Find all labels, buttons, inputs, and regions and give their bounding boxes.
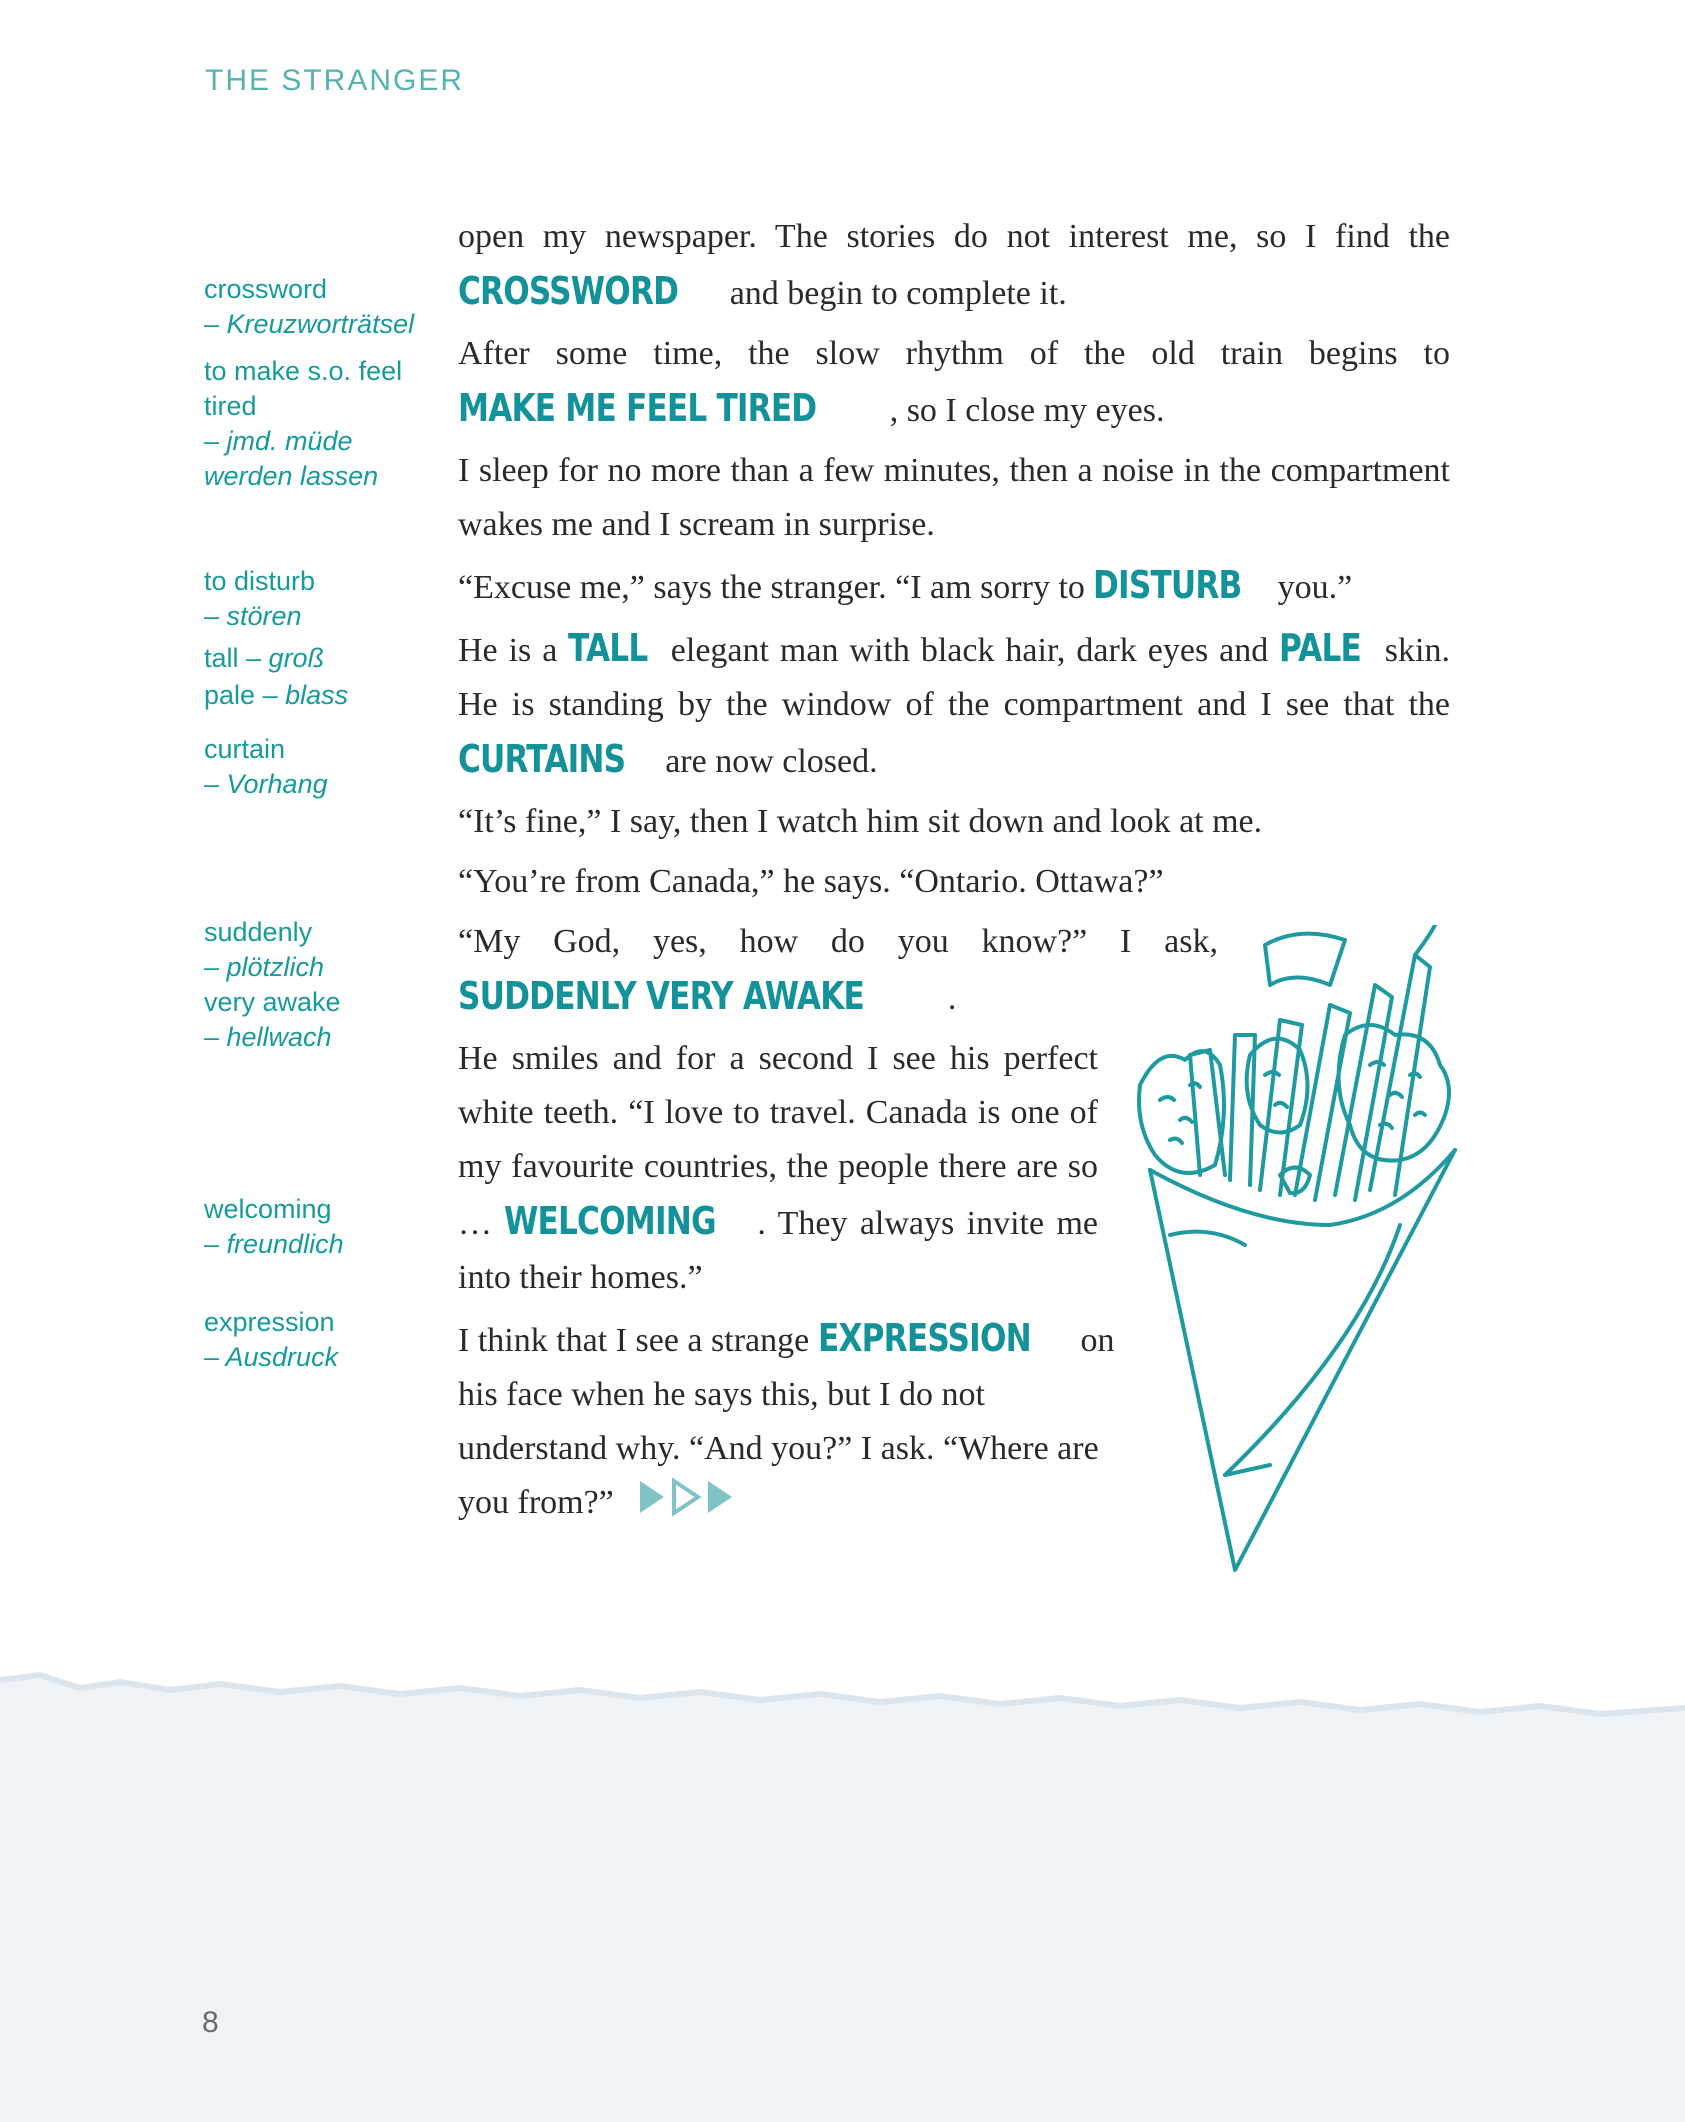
keyword-suddenly-very-awake: SUDDENLY VERY AWAKE — [458, 974, 865, 1018]
keyword-disturb: DISTURB — [1093, 563, 1242, 607]
paragraph: “My God, yes, how do you know?” I ask, SUDDENLY VERY AWAKE . — [458, 915, 1218, 1026]
glossary-term: to disturb — [204, 566, 316, 596]
keyword-curtains: CURTAINS — [458, 737, 626, 781]
glossary-term: expression — [204, 1307, 335, 1337]
glossary-term: crossword — [204, 274, 328, 304]
paragraph: I sleep for no more than a few minutes, then a noise in the compartment wakes me and I scream in surprise. — [458, 452, 1450, 543]
page-number: 8 — [202, 2006, 219, 2039]
glossary-term: suddenly — [204, 917, 313, 947]
paragraph: “It’s fine,” I say, then I watch him sit down and look at me. — [458, 803, 1263, 840]
paragraph: After some time, the slow rhythm of the old train begins to MAKE ME FEEL TIRED , so I close my eyes. — [458, 327, 1450, 438]
glossary-entry-very-awake — [204, 985, 434, 1055]
glossary-term: curtain — [204, 734, 286, 764]
glossary-term: very awake — [204, 987, 341, 1017]
glossary-translation: – freundlich — [204, 1229, 344, 1259]
glossary-translation: – Ausdruck — [204, 1342, 339, 1372]
continue-arrows-icon — [638, 1477, 738, 1534]
glossary-entry-tall — [204, 641, 434, 676]
glossary-translation: – groß — [246, 643, 325, 673]
paragraph: He is a TALL elegant man with black hair, dark eyes and PALE skin. He is standing by the window of the compartment and I see that the CURTAINS are now closed. — [458, 621, 1450, 789]
torn-paper-background — [0, 1620, 1685, 2122]
glossary-translation: – jmd. müde werden lassen — [204, 426, 379, 491]
glossary-translation: – Vorhang — [204, 769, 328, 799]
glossary-term: pale — [204, 680, 256, 710]
glossary-entry-make-tired — [204, 354, 434, 494]
running-title: THE STRANGER — [205, 64, 465, 97]
glossary-term: tall — [204, 643, 239, 673]
glossary-entry-disturb — [204, 564, 434, 634]
paragraph: “Excuse me,” says the stranger. “I am sorry to DISTURB you.” — [458, 558, 1450, 615]
glossary-translation: – hellwach — [204, 1022, 332, 1052]
keyword-expression: EXPRESSION — [817, 1316, 1031, 1360]
keyword-welcoming: WELCOMING — [504, 1199, 717, 1243]
glossary-term: welcoming — [204, 1194, 332, 1224]
paragraph: “You’re from Canada,” he says. “Ontario. Ottawa?” — [458, 863, 1164, 900]
glossary-entry-expression — [204, 1305, 434, 1375]
keyword-crossword: CROSSWORD — [458, 269, 679, 313]
glossary-translation: – blass — [262, 680, 349, 710]
glossary-translation: – plötzlich — [204, 952, 325, 982]
paragraph: I think that I see a strange EXPRESSION on his face when he says this, but I do not understand why. “And you?” I ask. “Where are you from?” — [458, 1311, 1128, 1534]
paragraph: open my newspaper. The stories do not interest me, so I find the CROSSWORD and begin to complete it. — [458, 210, 1450, 321]
keyword-make-me-feel-tired: MAKE ME FEEL TIRED — [458, 386, 817, 430]
glossary-entry-pale — [204, 678, 434, 713]
glossary-term: to make s.o. feel tired — [204, 356, 403, 421]
paragraph: He smiles and for a second I see his perfect white teeth. “I love to travel. Canada is one of my favourite countries, the people there are so … WELCOMING . They always invite me into their homes.” — [458, 1040, 1098, 1296]
glossary-entry-crossword — [204, 272, 434, 342]
glossary-entry-welcoming — [204, 1192, 434, 1262]
keyword-tall: TALL — [568, 626, 648, 670]
glossary-entry-curtain — [204, 732, 434, 802]
glossary-entry-suddenly — [204, 915, 434, 985]
glossary-translation: – stören — [204, 601, 302, 631]
fries-cone-icon — [1130, 925, 1480, 1590]
glossary-translation: – Kreuzworträtsel — [204, 309, 415, 339]
keyword-pale: PALE — [1279, 626, 1362, 670]
